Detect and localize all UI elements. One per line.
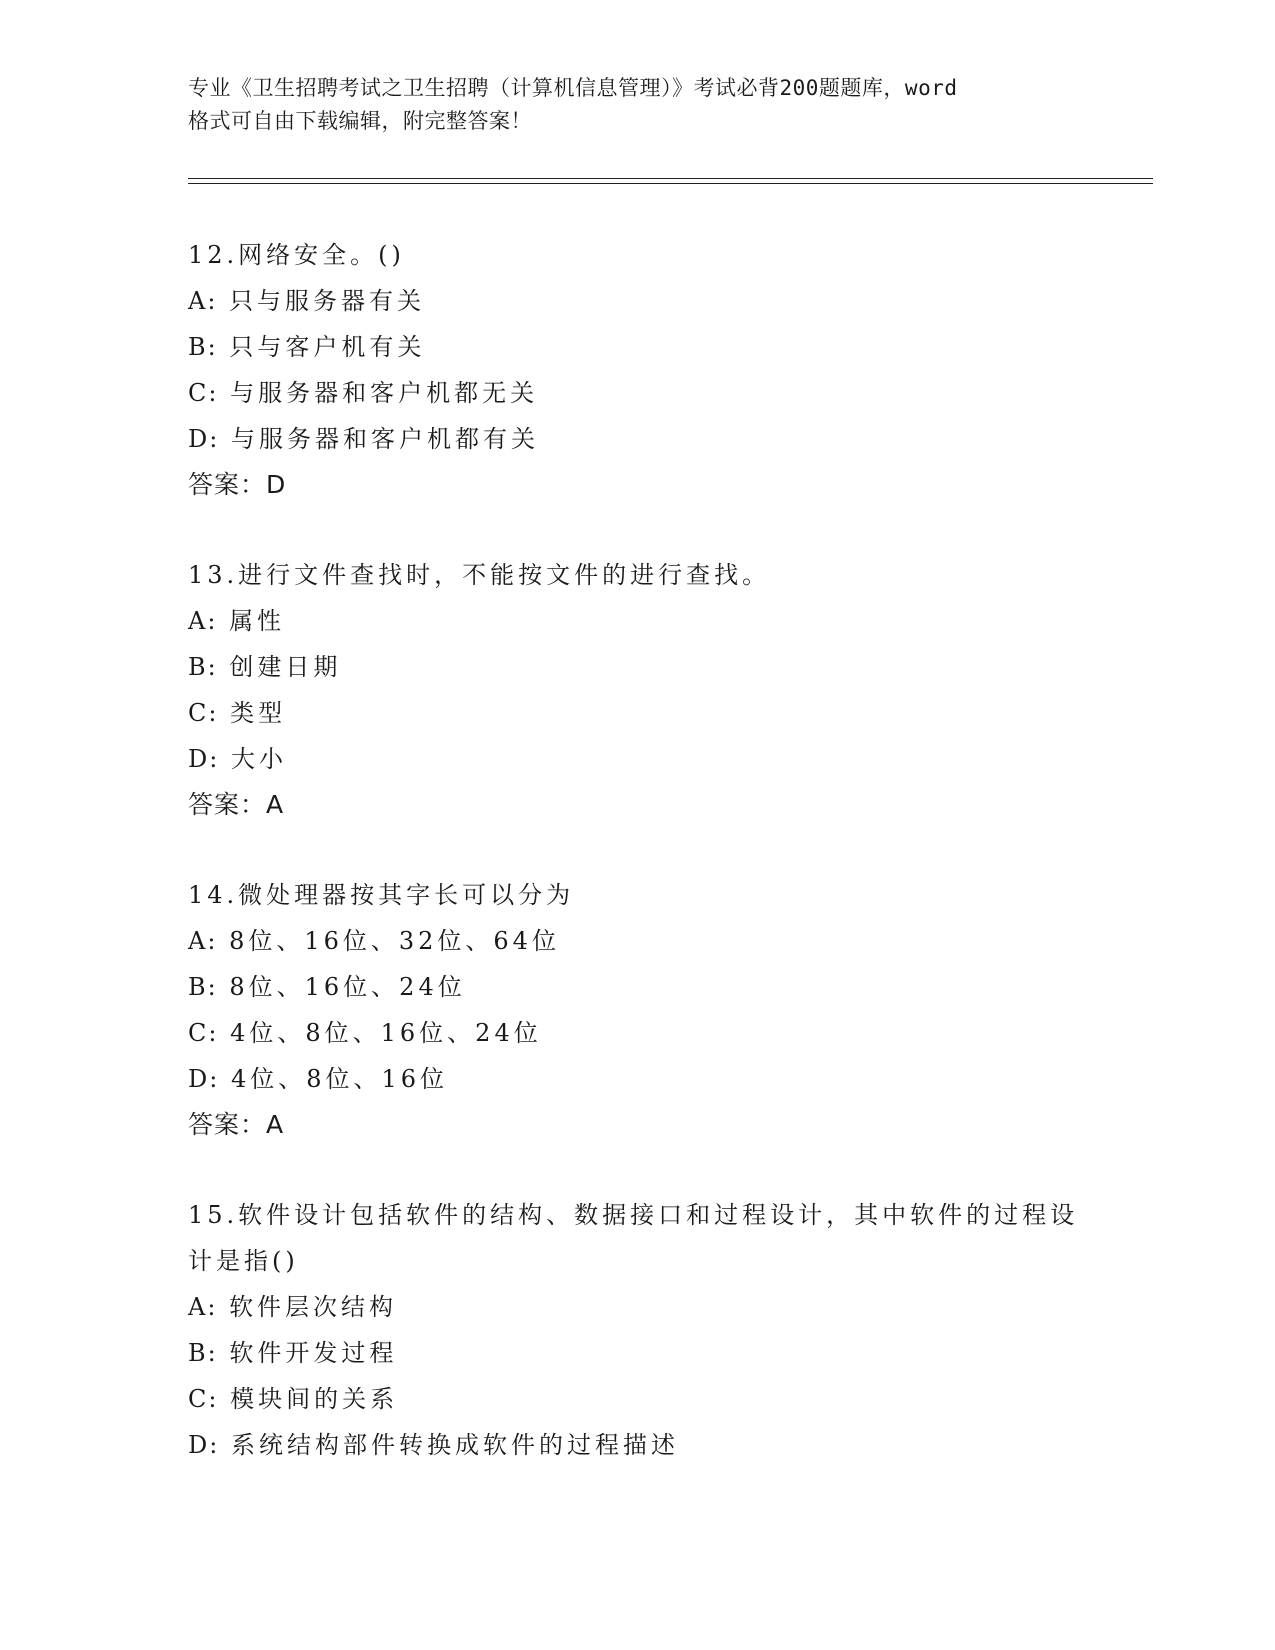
option-label: B: bbox=[188, 653, 218, 681]
question-15 bbox=[188, 1192, 1088, 1468]
option-a bbox=[188, 278, 1088, 324]
option-text: 只与服务器有关 bbox=[229, 287, 426, 315]
question-12 bbox=[188, 232, 1088, 508]
question-stem: 13.进行文件查找时，不能按文件的进行查找。 bbox=[188, 561, 771, 589]
header-divider-top bbox=[188, 178, 1153, 179]
option-text: 4位、8位、16位、24位 bbox=[230, 1019, 542, 1047]
option-c bbox=[188, 1376, 1088, 1422]
option-text: 模块间的关系 bbox=[230, 1385, 399, 1413]
option-label: C: bbox=[188, 1385, 219, 1413]
option-text: 软件开发过程 bbox=[229, 1339, 398, 1367]
option-text: 属性 bbox=[229, 607, 286, 635]
option-label: A: bbox=[188, 287, 218, 315]
document-header bbox=[188, 72, 1088, 138]
option-text: 软件层次结构 bbox=[229, 1293, 398, 1321]
option-label: B: bbox=[188, 973, 218, 1001]
option-c bbox=[188, 690, 1088, 736]
option-label: D: bbox=[188, 1065, 220, 1093]
option-c bbox=[188, 370, 1088, 416]
option-b bbox=[188, 964, 1088, 1010]
option-label: D: bbox=[188, 745, 220, 773]
option-label: A: bbox=[188, 607, 218, 635]
question-list bbox=[188, 232, 1088, 1512]
option-label: A: bbox=[188, 1293, 218, 1321]
answer-line: 答案：D bbox=[188, 470, 287, 499]
question-14 bbox=[188, 872, 1088, 1148]
option-text: 类型 bbox=[230, 699, 287, 727]
answer-line: 答案：A bbox=[188, 790, 285, 819]
option-b bbox=[188, 1330, 1088, 1376]
header-line-2: 格式可自由下载编辑，附完整答案！ bbox=[188, 109, 532, 133]
option-d bbox=[188, 416, 1088, 462]
option-b bbox=[188, 644, 1088, 690]
option-text: 8位、16位、24位 bbox=[229, 973, 466, 1001]
option-a bbox=[188, 598, 1088, 644]
option-text: 大小 bbox=[230, 745, 287, 773]
option-text: 创建日期 bbox=[229, 653, 342, 681]
answer-line: 答案：A bbox=[188, 1110, 285, 1139]
option-a bbox=[188, 918, 1088, 964]
option-a bbox=[188, 1284, 1088, 1330]
option-text: 系统结构部件转换成软件的过程描述 bbox=[230, 1431, 679, 1459]
question-stem: 12.网络安全。() bbox=[188, 241, 405, 269]
question-stem: 15.软件设计包括软件的结构、数据接口和过程设计，其中软件的过程设计是指() bbox=[188, 1201, 1079, 1275]
option-d bbox=[188, 1422, 1088, 1468]
option-label: B: bbox=[188, 333, 218, 361]
option-label: D: bbox=[188, 1431, 220, 1459]
option-label: C: bbox=[188, 1019, 219, 1047]
option-d bbox=[188, 1056, 1088, 1102]
option-label: A: bbox=[188, 927, 218, 955]
question-stem: 14.微处理器按其字长可以分为 bbox=[188, 881, 575, 909]
option-text: 与服务器和客户机都无关 bbox=[230, 379, 539, 407]
option-text: 4位、8位、16位 bbox=[230, 1065, 449, 1093]
header-line-1: 专业《卫生招聘考试之卫生招聘（计算机信息管理）》考试必背200题题库，word bbox=[188, 76, 958, 100]
option-b bbox=[188, 324, 1088, 370]
option-label: C: bbox=[188, 379, 219, 407]
header-divider-bottom bbox=[188, 183, 1153, 184]
option-label: D: bbox=[188, 425, 220, 453]
option-label: C: bbox=[188, 699, 219, 727]
option-d bbox=[188, 736, 1088, 782]
question-13 bbox=[188, 552, 1088, 828]
option-text: 只与客户机有关 bbox=[229, 333, 426, 361]
option-label: B: bbox=[188, 1339, 218, 1367]
option-text: 8位、16位、32位、64位 bbox=[229, 927, 560, 955]
option-c bbox=[188, 1010, 1088, 1056]
option-text: 与服务器和客户机都有关 bbox=[230, 425, 539, 453]
